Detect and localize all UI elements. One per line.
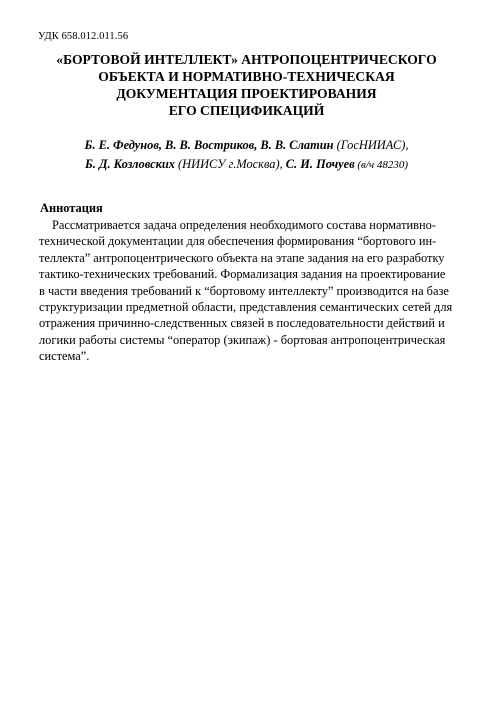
title-line: ОБЪЕКТА И НОРМАТИВНО-ТЕХНИЧЕСКАЯ <box>98 69 395 84</box>
abstract-line: система”. <box>39 349 90 364</box>
author-affiliation: (в/ч 48230) <box>354 159 409 171</box>
abstract-line: тактико-технических требований. Формализация задания на проектирование <box>39 267 446 282</box>
author-name: Б. Д. Козловских <box>84 157 175 171</box>
title-line: ДОКУМЕНТАЦИЯ ПРОЕКТИРОВАНИЯ <box>116 86 377 101</box>
abstract-line: теллекта” антропоцентрического объекта на этапе задания на его разработку <box>39 250 445 265</box>
paper-title <box>30 51 463 119</box>
udc-code: УДК 658.012.011.56 <box>38 31 129 42</box>
abstract-line: в части введения требований к “бортовому интеллекту” производится на базе <box>39 283 449 298</box>
abstract-line: структуризации предметной области, представления семантических сетей для <box>39 300 453 315</box>
abstract-line: технической документации для обеспечения формирования “бортового ин- <box>39 234 437 249</box>
author-affiliation: (НИИСУ г.Москва), <box>174 157 286 171</box>
abstract-line: отражения причинно-следственных связей в последовательности действий и <box>39 316 445 331</box>
author-line-2 <box>30 155 463 175</box>
abstract-heading: Аннотация <box>40 201 103 215</box>
author-block <box>30 136 463 175</box>
author-line-1 <box>30 136 463 155</box>
title-line: ЕГО СПЕЦИФИКАЦИЙ <box>168 103 325 118</box>
abstract-line: Рассматривается задача определения необходимого состава нормативно- <box>52 218 436 232</box>
author-affiliation: (ГосНИИАС), <box>333 138 409 152</box>
title-line: «БОРТОВОЙ ИНТЕЛЛЕКТ» АНТРОПОЦЕНТРИЧЕСКОГО <box>56 52 437 67</box>
author-names: Б. Е. Федунов, В. В. Востриков, В. В. Слатин <box>84 138 334 152</box>
abstract-line: логики работы системы “оператор (экипаж) - бортовая антропоцентрическая <box>39 332 446 347</box>
author-name: С. И. Почуев <box>285 157 355 171</box>
abstract-body <box>39 217 463 365</box>
